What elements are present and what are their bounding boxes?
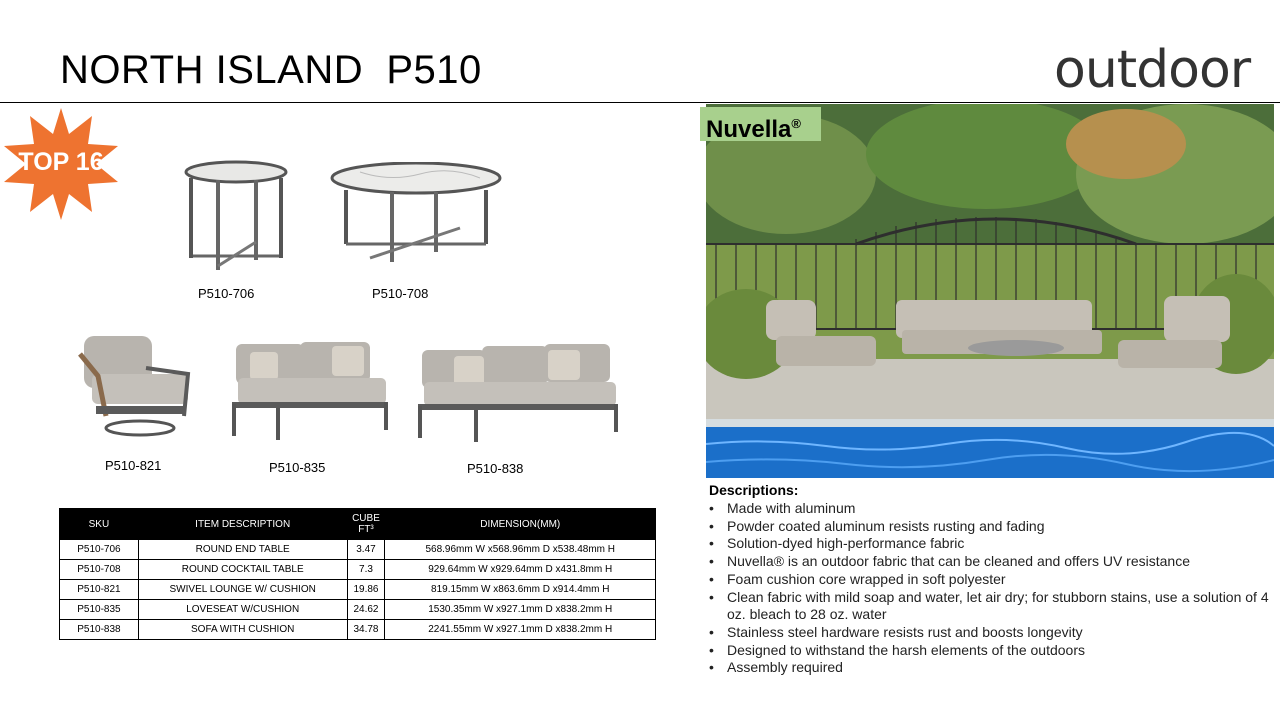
table-cell: ROUND COCKTAIL TABLE <box>138 560 347 580</box>
list-item: • Foam cushion core wrapped in soft polyester <box>709 571 1269 589</box>
table-cell: 24.62 <box>347 600 385 620</box>
table-row <box>60 600 656 620</box>
round-end-table-icon <box>184 160 288 272</box>
list-item: • Powder coated aluminum resists rusting and fading <box>709 518 1269 536</box>
table-cell: SOFA WITH CUSHION <box>138 620 347 640</box>
page-title: NORTH ISLAND P510 <box>60 48 482 92</box>
table-row <box>60 580 656 600</box>
column-header: SKU <box>60 509 139 540</box>
descriptions-heading: Descriptions: <box>709 482 799 498</box>
table-cell: P510-821 <box>60 580 139 600</box>
table-cell: P510-838 <box>60 620 139 640</box>
table-cell: 929.64mm W x929.64mm D x431.8mm H <box>385 560 656 580</box>
list-item: • Clean fabric with mild soap and water, let air dry; for stubborn stains, use a solution of 4 oz. bleach to 28 oz. water <box>709 589 1269 624</box>
table-cell: 568.96mm W x568.96mm D x538.48mm H <box>385 540 656 560</box>
list-item: • Designed to withstand the harsh elements of the outdoors <box>709 642 1269 660</box>
list-item: • Solution-dyed high-performance fabric <box>709 535 1269 553</box>
sku-label: P510-708 <box>372 286 429 301</box>
table-cell: 2241.55mm W x927.1mm D x838.2mm H <box>385 620 656 640</box>
header-divider <box>0 102 1280 103</box>
registered-mark: ® <box>791 116 801 131</box>
table-cell: 7.3 <box>347 560 385 580</box>
sku-label: P510-835 <box>269 460 326 475</box>
loveseat-icon <box>228 338 390 442</box>
nuvella-fabric-badge <box>700 107 821 141</box>
sku-label: P510-706 <box>198 286 255 301</box>
table-cell: LOVESEAT W/CUSHION <box>138 600 347 620</box>
list-item: • Nuvella® is an outdoor fabric that can be cleaned and offers UV resistance <box>709 553 1269 571</box>
descriptions-list <box>709 500 1269 677</box>
brand-logo: outdoor <box>1054 40 1251 100</box>
sku-label: P510-821 <box>105 458 162 473</box>
table-row <box>60 620 656 640</box>
sofa-icon <box>414 340 620 444</box>
table-cell: P510-835 <box>60 600 139 620</box>
table-cell: SWIVEL LOUNGE W/ CUSHION <box>138 580 347 600</box>
table-cell: 3.47 <box>347 540 385 560</box>
swivel-lounge-chair-icon <box>76 332 194 438</box>
table-cell: P510-706 <box>60 540 139 560</box>
sku-label: P510-838 <box>467 461 524 476</box>
spec-table <box>59 508 656 640</box>
table-cell: 19.86 <box>347 580 385 600</box>
table-cell: P510-708 <box>60 560 139 580</box>
table-row <box>60 540 656 560</box>
list-item: • Stainless steel hardware resists rust and boosts longevity <box>709 624 1269 642</box>
list-item: • Made with aluminum <box>709 500 1269 518</box>
column-header: ITEM DESCRIPTION <box>138 509 347 540</box>
table-cell: ROUND END TABLE <box>138 540 347 560</box>
table-cell: 819.15mm W x863.6mm D x914.4mm H <box>385 580 656 600</box>
table-header-row <box>60 509 656 540</box>
badge-label: TOP 16 <box>18 148 104 176</box>
round-cocktail-table-icon <box>330 162 502 266</box>
table-cell: 34.78 <box>347 620 385 640</box>
list-item: • Assembly required <box>709 659 1269 677</box>
nuvella-label: Nuvella <box>706 116 792 143</box>
table-cell: 1530.35mm W x927.1mm D x838.2mm H <box>385 600 656 620</box>
column-header: CUBE FT³ <box>347 509 385 540</box>
lifestyle-photo <box>706 104 1274 478</box>
table-row <box>60 560 656 580</box>
column-header: DIMENSION(MM) <box>385 509 656 540</box>
